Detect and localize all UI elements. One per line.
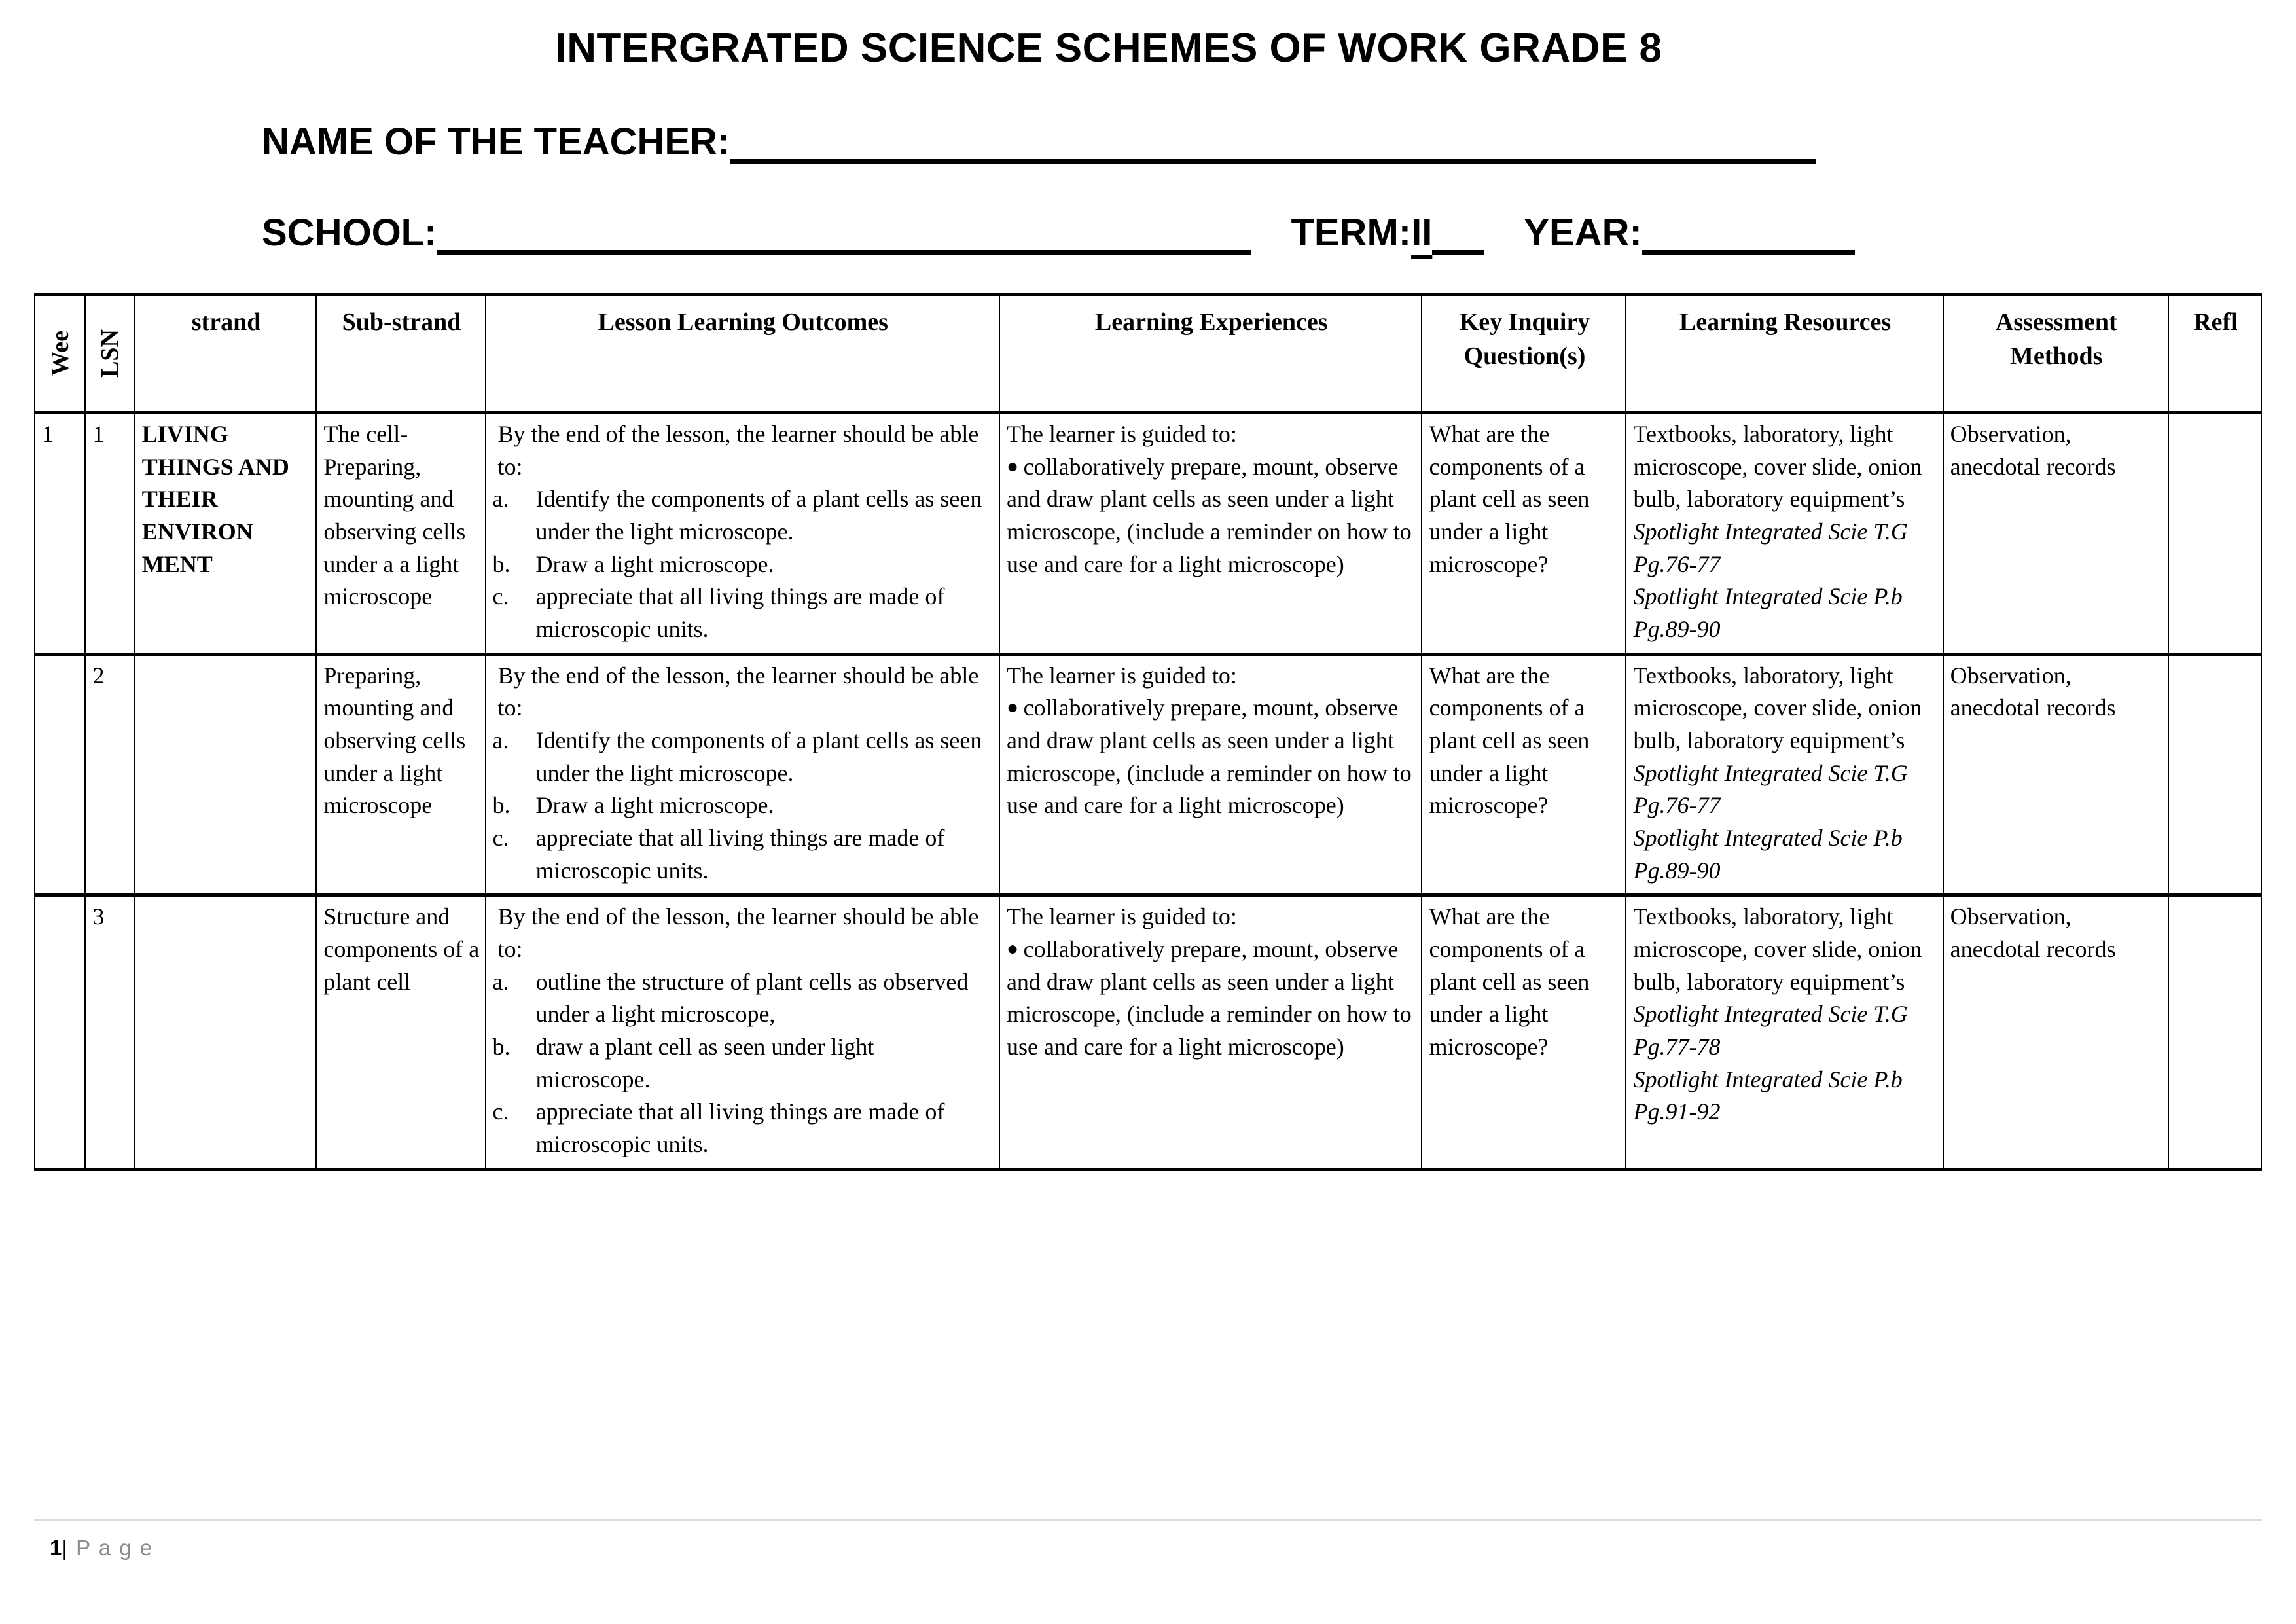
cell-assessment-methods[interactable]: Observation, anecdotal records xyxy=(1943,413,2168,655)
footer-separator: | xyxy=(62,1536,69,1560)
outcome-marker: b. xyxy=(492,550,511,577)
column-header-week: Wee xyxy=(35,295,85,413)
outcome-text: appreciate that all living things are made of microscopic units. xyxy=(535,583,945,643)
outcomes-lead: By the end of the lesson, the learner should be able to: xyxy=(497,903,979,963)
footer-page-number: 1 xyxy=(50,1536,62,1560)
table-row xyxy=(35,895,2261,1169)
outcomes-lead: By the end of the lesson, the learner should be able to: xyxy=(497,662,979,721)
cell-lsn[interactable]: 1 xyxy=(85,413,134,655)
schemes-of-work-table xyxy=(34,293,2262,1171)
cell-week[interactable] xyxy=(35,654,85,895)
resources-reference: Spotlight Integrated Scie P.b Pg.89-90 xyxy=(1633,583,1903,643)
cell-lesson-learning-outcomes[interactable] xyxy=(486,413,999,655)
cell-substrand[interactable]: Structure and components of a plant cell xyxy=(316,895,485,1169)
cell-lesson-learning-outcomes[interactable] xyxy=(486,654,999,895)
cell-lsn[interactable]: 3 xyxy=(85,895,134,1169)
page-title: INTERGRATED SCIENCE SCHEMES OF WORK GRADE 8 xyxy=(555,26,1662,71)
cell-strand[interactable] xyxy=(135,654,317,895)
outcome-text: Identify the components of a plant cells as seen under the light microscope. xyxy=(535,727,982,786)
outcome-marker: a. xyxy=(492,486,509,513)
cell-learning-experiences[interactable] xyxy=(999,895,1422,1169)
cell-week[interactable]: 1 xyxy=(35,413,85,655)
column-header-inquiry: Key Inquiry Question(s) xyxy=(1422,295,1626,413)
cell-learning-experiences[interactable] xyxy=(999,413,1422,655)
outcome-item xyxy=(493,581,994,645)
outcome-marker: a. xyxy=(492,968,509,995)
outcomes-list xyxy=(493,725,994,887)
outcomes-lead: By the end of the lesson, the learner should be able to: xyxy=(497,421,979,480)
outcome-item xyxy=(493,1096,994,1161)
outcome-text: outline the structure of plant cells as observed under a light microscope, xyxy=(535,968,969,1028)
column-header-experiences: Learning Experiences xyxy=(999,295,1422,413)
cell-assessment-methods[interactable]: Observation, anecdotal records xyxy=(1943,654,2168,895)
outcomes-list xyxy=(493,966,994,1161)
school-label: SCHOOL: xyxy=(262,211,437,254)
table-body xyxy=(35,413,2261,1170)
table-row xyxy=(35,413,2261,655)
column-header-reflection: Refl xyxy=(2168,295,2261,413)
cell-learning-experiences[interactable] xyxy=(999,654,1422,895)
teacher-name-blank[interactable] xyxy=(730,130,1816,164)
outcome-text: draw a plant cell as seen under light microscope. xyxy=(535,1034,874,1092)
outcome-item xyxy=(493,966,994,1031)
cell-substrand[interactable]: Preparing, mounting and observing cells under a light microscope xyxy=(316,654,485,895)
footer-page-word: P a g e xyxy=(76,1536,154,1560)
year-label: YEAR: xyxy=(1524,211,1642,254)
resources-reference: Spotlight Integrated Scie P.b Pg.91-92 xyxy=(1633,1066,1903,1125)
experiences-bullet xyxy=(1007,451,1416,581)
outcome-text: Draw a light microscope. xyxy=(535,792,774,819)
outcome-item xyxy=(493,789,994,822)
column-header-strand: strand xyxy=(135,295,317,413)
term-label: TERM: xyxy=(1291,211,1412,254)
cell-key-inquiry-question[interactable]: What are the components of a plant cell as seen under a light microscope? xyxy=(1422,895,1626,1169)
outcome-marker: a. xyxy=(492,727,509,754)
school-blank[interactable] xyxy=(437,221,1251,255)
column-header-lsn: LSN xyxy=(85,295,134,413)
outcome-marker: c. xyxy=(492,825,509,852)
teacher-name-label: NAME OF THE TEACHER: xyxy=(262,120,730,163)
outcome-item xyxy=(493,549,994,581)
outcome-item xyxy=(493,725,994,789)
resources-plain-text: Textbooks, laboratory, light microscope, cover slide, onion bulb, laboratory equipment’s xyxy=(1633,421,1922,513)
cell-learning-resources[interactable] xyxy=(1626,654,1943,895)
resources-plain-text: Textbooks, laboratory, light microscope, cover slide, onion bulb, laboratory equipment’s xyxy=(1633,662,1922,754)
bullet-icon: ● xyxy=(1006,455,1024,477)
bullet-icon: ● xyxy=(1006,696,1024,719)
outcome-text: appreciate that all living things are made of microscopic units. xyxy=(535,1098,945,1158)
outcome-item xyxy=(493,822,994,887)
footer-page-indicator xyxy=(0,1521,2296,1561)
cell-key-inquiry-question[interactable]: What are the components of a plant cell as seen under a light microscope? xyxy=(1422,413,1626,655)
resources-plain-text: Textbooks, laboratory, light microscope, cover slide, onion bulb, laboratory equipment’s xyxy=(1633,903,1922,995)
column-header-assessment: Assessment Methods xyxy=(1943,295,2168,413)
school-term-year-line xyxy=(0,211,2296,255)
term-blank[interactable] xyxy=(1432,221,1484,255)
schemes-of-work-table-wrapper xyxy=(0,293,2296,1171)
column-header-outcomes: Lesson Learning Outcomes xyxy=(486,295,999,413)
cell-assessment-methods[interactable]: Observation, anecdotal records xyxy=(1943,895,2168,1169)
outcome-item xyxy=(493,483,994,548)
cell-key-inquiry-question[interactable]: What are the components of a plant cell as seen under a light microscope? xyxy=(1422,654,1626,895)
experiences-lead: The learner is guided to: xyxy=(1006,421,1237,447)
experiences-text: collaboratively prepare, mount, observe and draw plant cells as seen under a light microscope, (include a reminder on how to use and care for a light microscope) xyxy=(1006,695,1412,819)
experiences-bullet xyxy=(1007,933,1416,1064)
cell-learning-resources[interactable] xyxy=(1626,895,1943,1169)
column-header-resources: Learning Resources xyxy=(1626,295,1943,413)
cell-substrand[interactable]: The cell- Preparing, mounting and observing cells under a a light microscope xyxy=(316,413,485,655)
outcome-text: Identify the components of a plant cells as seen under the light microscope. xyxy=(535,486,982,545)
page-footer xyxy=(0,1519,2296,1624)
year-blank[interactable] xyxy=(1642,221,1855,255)
table-header-row xyxy=(35,295,2261,413)
outcome-text: appreciate that all living things are made of microscopic units. xyxy=(535,825,945,884)
cell-reflection[interactable] xyxy=(2168,895,2261,1169)
cell-strand[interactable]: LIVING THINGS AND THEIR ENVIRON MENT xyxy=(135,413,317,655)
cell-week[interactable] xyxy=(35,895,85,1169)
cell-lesson-learning-outcomes[interactable] xyxy=(486,895,999,1169)
bullet-icon: ● xyxy=(1006,938,1024,960)
outcome-marker: b. xyxy=(492,1034,511,1060)
teacher-name-line xyxy=(0,120,2296,164)
outcome-marker: b. xyxy=(492,792,511,819)
term-value[interactable]: II xyxy=(1411,211,1433,254)
cell-reflection[interactable] xyxy=(2168,413,2261,655)
experiences-bullet xyxy=(1007,692,1416,822)
outcome-marker: c. xyxy=(492,583,509,610)
experiences-text: collaboratively prepare, mount, observe and draw plant cells as seen under a light microscope, (include a reminder on how to use and care for a light microscope) xyxy=(1006,936,1412,1060)
cell-reflection[interactable] xyxy=(2168,654,2261,895)
resources-reference: Spotlight Integrated Scie T.G Pg.77-78 xyxy=(1633,1001,1908,1060)
experiences-lead: The learner is guided to: xyxy=(1006,903,1237,930)
resources-reference: Spotlight Integrated Scie T.G Pg.76-77 xyxy=(1633,759,1908,819)
column-header-substrand: Sub-strand xyxy=(316,295,485,413)
resources-reference: Spotlight Integrated Scie T.G Pg.76-77 xyxy=(1633,518,1908,577)
outcome-marker: c. xyxy=(492,1098,509,1125)
outcome-text: Draw a light microscope. xyxy=(535,550,774,577)
outcome-item xyxy=(493,1031,994,1096)
cell-lsn[interactable]: 2 xyxy=(85,654,134,895)
table-row xyxy=(35,654,2261,895)
resources-reference: Spotlight Integrated Scie P.b Pg.89-90 xyxy=(1633,825,1903,884)
outcomes-list xyxy=(493,483,994,645)
experiences-text: collaboratively prepare, mount, observe and draw plant cells as seen under a light microscope, (include a reminder on how to use and care for a light microscope) xyxy=(1006,453,1412,577)
experiences-lead: The learner is guided to: xyxy=(1006,662,1237,689)
cell-learning-resources[interactable] xyxy=(1626,413,1943,655)
cell-strand[interactable] xyxy=(135,895,317,1169)
